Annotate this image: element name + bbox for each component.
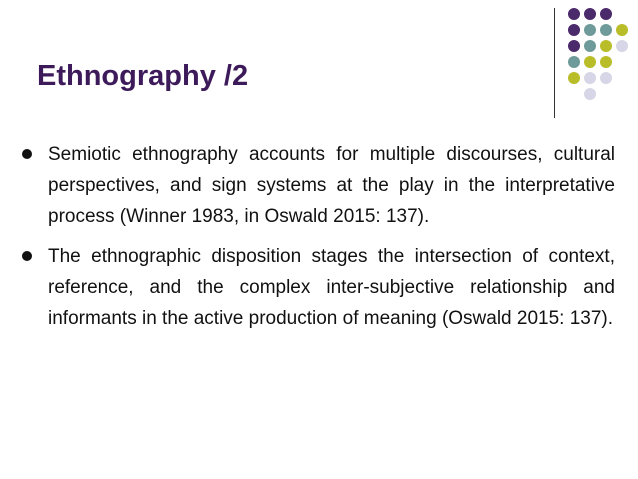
bullet-item [20,139,615,232]
bullet-icon [22,149,32,159]
dot-grid-decoration [568,8,634,108]
decorative-dot [600,8,612,20]
decorative-dot [616,24,628,36]
decorative-dot [568,56,580,68]
bullet-list [20,139,615,343]
slide-title: Ethnography /2 [37,60,249,92]
decorative-dot [568,8,580,20]
decorative-dot [600,72,612,84]
decorative-dot [568,40,580,52]
decorative-dot [584,40,596,52]
bullet-icon [22,251,32,261]
decorative-dot [600,40,612,52]
decorative-dot [600,56,612,68]
bullet-text: The ethnographic disposition stages the intersection of context, reference, and the complex inter-subjective relationship and informants in the active production of meaning (Oswald 2015: 137). [48,246,615,329]
decorative-dot [584,72,596,84]
divider-line [554,8,555,118]
decorative-dot [616,40,628,52]
decorative-dot [600,24,612,36]
bullet-text: Semiotic ethnography accounts for multiple discourses, cultural perspectives, and sign systems at the play in the interpretative process (Winner 1983, in Oswald 2015: 137). [48,144,615,227]
decorative-dot [584,24,596,36]
bullet-item [20,241,615,334]
decorative-dot [584,88,596,100]
decorative-dot [568,24,580,36]
decorative-dot [584,8,596,20]
decorative-dot [568,72,580,84]
decorative-dot [584,56,596,68]
